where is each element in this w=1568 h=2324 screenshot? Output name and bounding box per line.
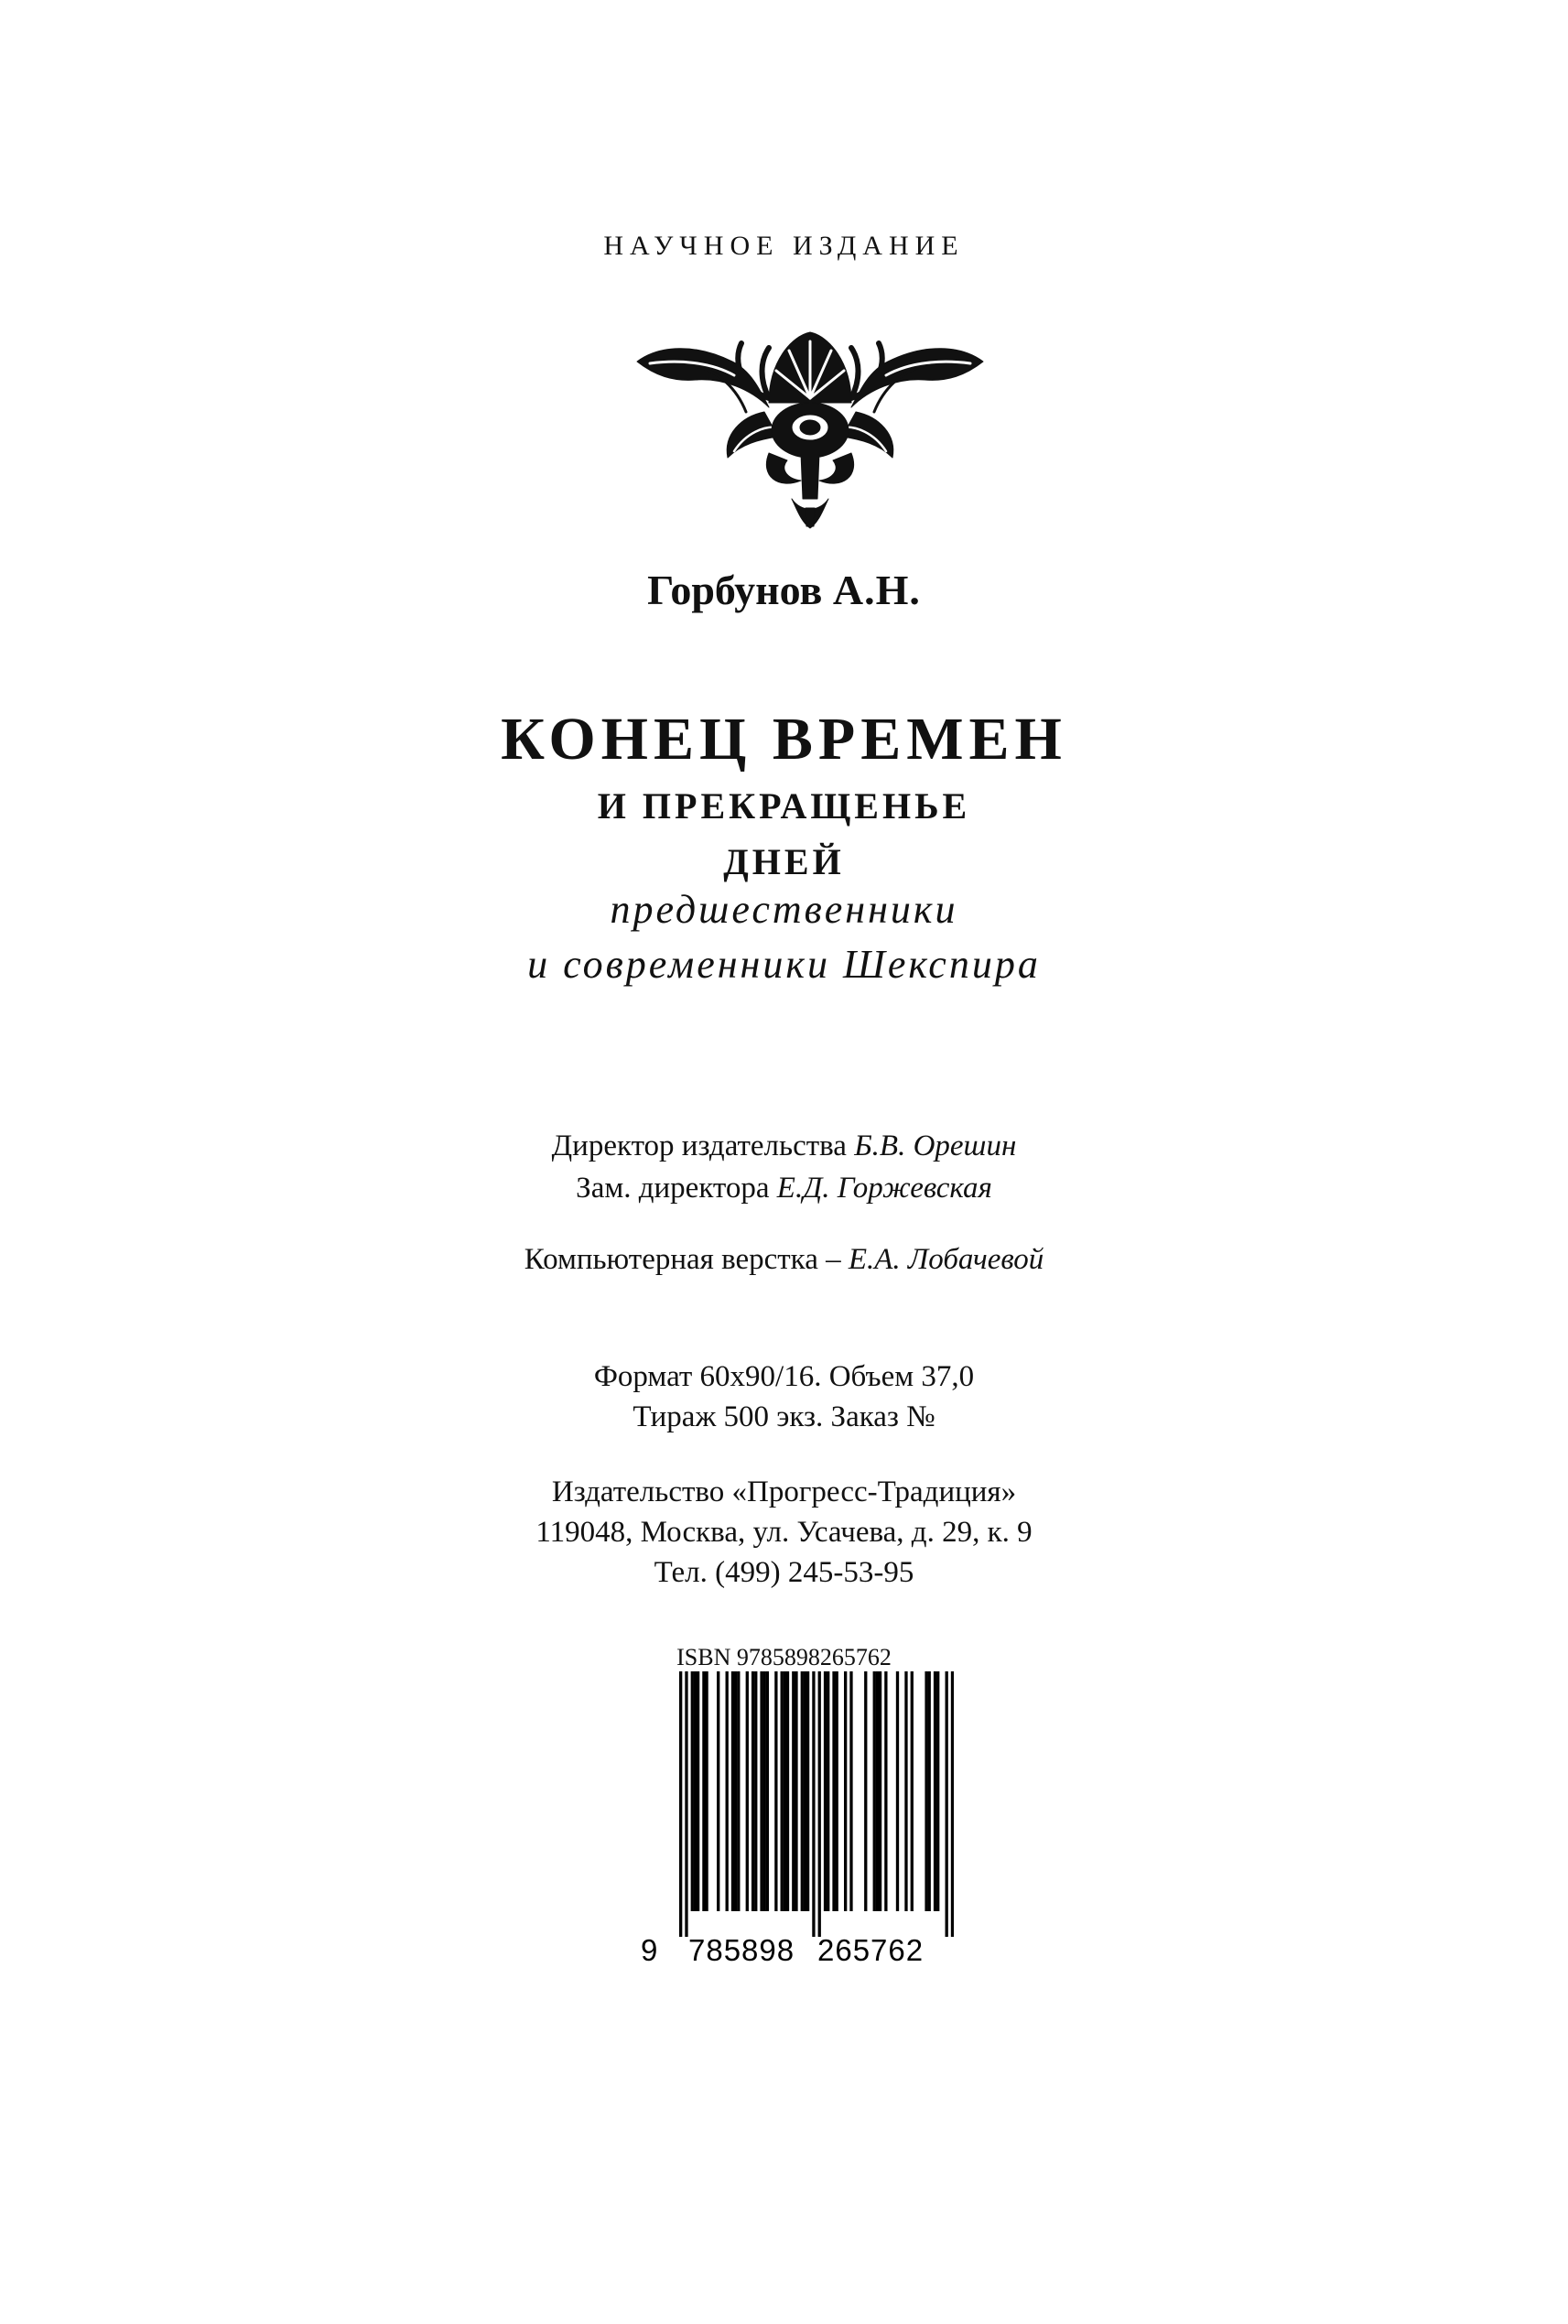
director-label: Директор издательства	[551, 1130, 847, 1162]
barcode-bar	[752, 1671, 754, 1911]
barcode-bar	[781, 1671, 784, 1911]
barcode-bar	[873, 1671, 876, 1911]
barcode-group-1: 785898	[688, 1933, 795, 1967]
barcode-group-2: 265762	[817, 1933, 925, 1967]
isbn-label: ISBN 9785898265762	[676, 1644, 892, 1670]
layout-line	[0, 1243, 1568, 1277]
barcode-bar	[884, 1671, 887, 1911]
deputy-line	[0, 1172, 1568, 1205]
barcode-bar	[936, 1671, 939, 1911]
book-title-line-2: И ПРЕКРАЩЕНЬЕ	[597, 785, 971, 827]
publisher-line: Издательство «Прогресс-Традиция»	[551, 1475, 1017, 1508]
director-line	[0, 1130, 1568, 1163]
barcode-bar	[801, 1671, 804, 1911]
address-line: 119048, Москва, ул. Усачева, д. 29, к. 9	[535, 1516, 1033, 1549]
barcode-guard-bar	[951, 1671, 954, 1937]
barcode-bar	[928, 1671, 931, 1911]
barcode-bar	[697, 1671, 699, 1911]
format-line: Формат 60x90/16. Объем 37,0	[593, 1360, 975, 1393]
author-initials: А.Н.	[832, 567, 921, 613]
deputy-name: Е.Д. Горжевская	[776, 1172, 992, 1205]
barcode-bar	[876, 1671, 879, 1911]
director-name: Б.В. Орешин	[854, 1130, 1017, 1162]
barcode-bar	[694, 1671, 697, 1911]
barcode-bar	[804, 1671, 806, 1911]
barcode-bar	[763, 1671, 766, 1911]
barcode-bar	[705, 1671, 708, 1911]
author-surname: Горбунов	[647, 567, 823, 613]
barcode-bar	[836, 1671, 838, 1911]
barcode-bar	[925, 1671, 927, 1911]
barcode-bar	[734, 1671, 737, 1911]
barcode-guard-bar	[679, 1671, 682, 1937]
print-run-line: Тираж 500 экз. Заказ №	[633, 1400, 935, 1433]
barcode-bar	[896, 1671, 899, 1911]
barcode-bar	[737, 1671, 740, 1911]
author-name	[0, 566, 1568, 614]
barcode-bar	[726, 1671, 729, 1911]
phone-line: Тел. (499) 245-53-95	[654, 1556, 914, 1589]
barcode-bar	[766, 1671, 769, 1911]
barcode-bar	[879, 1671, 881, 1911]
barcode-bar	[824, 1671, 827, 1911]
barcode-bar	[795, 1671, 797, 1911]
barcode-bar	[792, 1671, 795, 1911]
barcode-bar	[717, 1671, 719, 1911]
barcode-guard-bar	[818, 1671, 821, 1937]
barcode-bar	[911, 1671, 914, 1911]
barcode-guard-bar	[685, 1671, 687, 1937]
barcode-bar	[774, 1671, 777, 1911]
barcode-bar	[849, 1671, 852, 1911]
barcode-bar	[760, 1671, 762, 1911]
book-subtitle-line-2: и современники Шекспира	[527, 942, 1041, 987]
barcode-bar	[754, 1671, 757, 1911]
barcode-bar	[827, 1671, 829, 1911]
book-title-line-1: КОНЕЦ ВРЕМЕН	[501, 706, 1067, 773]
deputy-label: Зам. директора	[576, 1172, 770, 1205]
series-label: НАУЧНОЕ ИЗДАНИЕ	[603, 231, 965, 261]
barcode-guard-bar	[946, 1671, 948, 1937]
layout-name: Е.А. Лобачевой	[848, 1243, 1044, 1276]
barcode-bar	[746, 1671, 749, 1911]
barcode-bar	[806, 1671, 809, 1911]
barcode-first-digit: 9	[641, 1933, 658, 1967]
isbn-barcode	[679, 1671, 954, 1937]
floral-ornament-icon	[632, 325, 989, 531]
barcode-bar	[934, 1671, 936, 1911]
barcode-bar	[904, 1671, 907, 1911]
barcode-bar	[844, 1671, 847, 1911]
barcode-bar	[832, 1671, 835, 1911]
layout-label: Компьютерная верстка –	[524, 1243, 841, 1276]
book-subtitle-line-1: предшественники	[610, 887, 958, 932]
barcode-bar	[702, 1671, 705, 1911]
barcode-bar	[864, 1671, 867, 1911]
barcode-bar	[731, 1671, 734, 1911]
barcode-bar	[786, 1671, 789, 1911]
barcode-bar	[691, 1671, 694, 1911]
barcode-guard-bar	[812, 1671, 815, 1937]
barcode-bar	[784, 1671, 786, 1911]
book-title-line-3: ДНЕЙ	[723, 841, 845, 882]
